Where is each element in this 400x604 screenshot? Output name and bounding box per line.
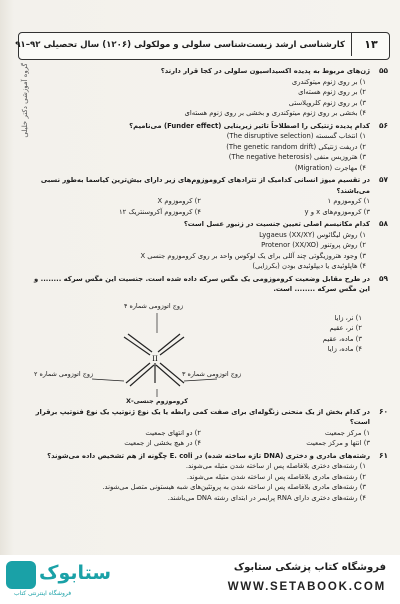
option: ۴) مهاجرت (Migration) xyxy=(294,163,366,172)
question-text: در تقسیم میوز انسانی کدامیک از تتراد‌های کروموزوم‌های زیر دارای بیش‌ترین کیاسما به‌طور نسبی می‌باشند؟ xyxy=(40,176,370,195)
option: ۲) رشته‌های مادری بلافاصله پس از ساخته شدن متیله می‌شوند. xyxy=(186,472,366,481)
option: ۱) نر، زایا xyxy=(334,313,362,322)
questions-list xyxy=(32,64,388,503)
question-text: در کدام بخش از یک منحنی زنگوله‌ای برای صفت کمی رابطه یا یک نوع ژنوتیپ یک نوع فنوتیپ برقرار است؟ xyxy=(35,407,370,426)
option: ۳) رشته‌های مادری بلافاصله پس از ساخته شدن به پروتئین‌های شبه هیستونی متصل می‌شوند. xyxy=(102,483,366,491)
option: ۳) انتها و مرکز جمعیت xyxy=(306,439,370,447)
question-number: ۵۵ xyxy=(378,66,388,75)
question-number: ۶۱ xyxy=(378,450,388,460)
chromosome-arm xyxy=(156,365,180,386)
option: ۱) روش لیگائوس (XX/XY) Lygaeus xyxy=(259,230,366,239)
chromosome-arm xyxy=(130,365,154,386)
question-text: رشته‌های مادری و دختری (DNA تازه ساخته شده) در E. coli چگونه از هم تشخیص داده می‌شوند؟ xyxy=(47,451,370,460)
option: ۱) بر روی ژنوم میتوکندری xyxy=(291,77,366,86)
option: ۲) دو انتهای جمعیت xyxy=(145,428,201,437)
store-url[interactable]: WWW.SETABOOK.COM xyxy=(227,581,386,593)
option: ۴) بخشی بر روی ژنوم میتوکندری و بخشی بر روی ژنوم هسته‌ای xyxy=(184,109,366,117)
option: ۴) کروموزوم آکروسنتریک ۱۲ xyxy=(119,207,201,216)
label-pair-4: زوج اتوزومی شماره ۴ xyxy=(124,301,184,310)
option-row xyxy=(32,207,370,218)
chromosome-diagram xyxy=(32,297,370,405)
diagram-options xyxy=(256,313,366,355)
chromosome-arm xyxy=(128,334,152,352)
book-icon xyxy=(6,561,36,589)
option: ۲) بر روی ژنوم هسته‌ای xyxy=(298,88,366,96)
option-row xyxy=(32,438,370,449)
option: ۳) بر روی ژنوم کلروپلاستی xyxy=(288,98,366,107)
option-row xyxy=(32,428,370,439)
option: ۴) رشته‌های دختری دارای RNA پرایمر در ابتدای رشته DNA می‌باشند. xyxy=(167,493,366,502)
option: ۳) کروموزوم‌های x و y xyxy=(304,207,370,216)
header-title: کارشناسی ارشد زیست‌شناسی سلولی و مولکولی (۱۲۰۶) سال تحصیلی ۹۲–۹۱ xyxy=(15,40,345,50)
question-55 xyxy=(32,66,388,119)
logo-word: ستابوک xyxy=(39,562,112,584)
center-dots: II xyxy=(152,354,158,363)
store-name: فروشگاه کتاب پزشکی ستابوک xyxy=(233,562,386,573)
option: ۲) دریفت ژنتیکی (The genetic random drift) xyxy=(226,142,366,151)
question-text: کدام مکانیسم اصلی تعیین جنسیت در زنبور عسل است؟ xyxy=(183,220,370,228)
question-text: ژن‌های مربوط به پدیده اکسیداسیون سلولی در کجا قرار دارند؟ xyxy=(160,67,370,75)
label-pair-2: زوج اتوزومی شماره ۲ xyxy=(34,369,94,378)
label-pair-3: زوج اتوزومی شماره ۳ xyxy=(182,369,242,378)
question-60 xyxy=(32,407,388,449)
chromosome-arm xyxy=(126,363,150,383)
question-57 xyxy=(32,175,388,217)
option: ۱) کروموزوم ۱ xyxy=(327,197,370,205)
option: ۲) روش پروتنور (XX/XO) Protenor xyxy=(261,241,366,249)
chromosome-drawing xyxy=(32,297,282,405)
question-number: ۵۸ xyxy=(378,219,388,228)
option: ۴) در هیچ بخشی از جمعیت xyxy=(124,439,201,447)
question-61 xyxy=(32,451,388,504)
chromosome-arm xyxy=(160,363,184,383)
option: ۳) وجود هتروزیگوتی چند آللی برای یک لوکوس واحد بر روی کروموزوم جنسی X xyxy=(140,251,366,260)
store-logo[interactable] xyxy=(6,559,112,599)
question-56 xyxy=(32,121,388,174)
page-number: ۱۳ xyxy=(351,32,390,56)
question-number: ۶۰ xyxy=(378,406,388,416)
question-number: ۵۷ xyxy=(378,175,388,184)
side-caption-text: گروه آموزشی دکتر خلیلی xyxy=(21,63,29,138)
option: ۴) ماده، زایا xyxy=(327,345,362,353)
store-footer xyxy=(0,555,400,604)
option: ۱) مرکز جمعیت xyxy=(324,428,370,437)
question-text: در طرح مقابل وضعیت کروموزومی یک مگس سرکه داده شده است. جنسیت این مگس سرکه ........ و این مگس سرکه ........ است. xyxy=(34,274,370,293)
option-row xyxy=(32,196,370,207)
question-58 xyxy=(32,219,388,272)
option: ۱) رشته‌های دختری بلافاصله پس از ساخته شدن متیله می‌شوند. xyxy=(185,462,366,470)
logo-subtitle: فروشگاه اینترنتی کتاب xyxy=(14,590,72,597)
page-header xyxy=(15,32,390,60)
leader-line xyxy=(92,379,124,381)
option: ۴) هاپلوئیدی یا دیپلوئیدی بودن (بکرزایی) xyxy=(252,262,366,270)
chromosome-arm xyxy=(160,337,184,355)
option: ۲) کروموزوم X xyxy=(157,197,201,205)
question-text: کدام پدیده ژنتیکی را اصطلاحاً تاثیر زیربنایی (Funder effect) می‌نامیم؟ xyxy=(129,121,370,130)
question-number: ۵۶ xyxy=(378,120,388,130)
label-x-chromosome: کروموزوم جنسی-X xyxy=(126,396,188,405)
option: ۳) هتروزیس منفی (The negative heterosis) xyxy=(228,153,366,161)
side-caption xyxy=(18,63,32,196)
question-59 xyxy=(32,274,388,405)
option: ۳) ماده، عقیم xyxy=(322,334,362,343)
option: ۲) نر، عقیم xyxy=(329,324,362,332)
chromosome-arm xyxy=(124,337,150,355)
option: ۱) انتخاب گسسته (The disruptive selection) xyxy=(226,132,366,140)
question-number: ۵۹ xyxy=(378,273,388,283)
